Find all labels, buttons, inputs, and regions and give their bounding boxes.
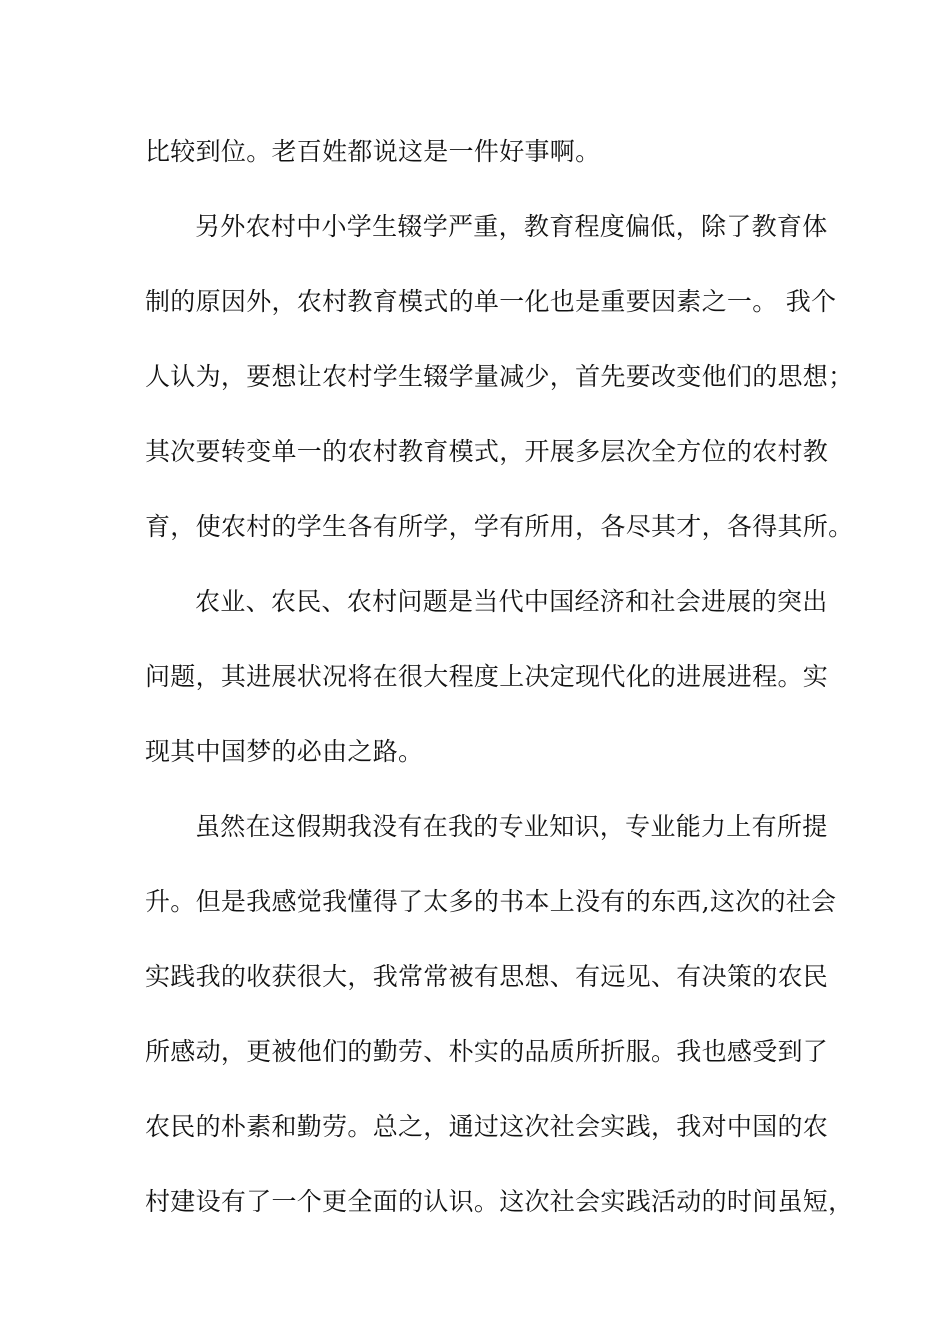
- text-line: 育，使农村的学生各有所学，学有所用，各尽其才，各得其所。: [145, 512, 854, 541]
- text-line: 实践我的收获很大，我常常被有思想、有远见、有决策的农民: [145, 962, 829, 991]
- text-line: 比较到位。老百姓都说这是一件好事啊。: [145, 137, 601, 166]
- paragraph-first-line: 另外农村中小学生辍学严重，教育程度偏低，除了教育体: [195, 212, 828, 241]
- text-line: 人认为，要想让农村学生辍学量减少，首先要改变他们的思想；: [145, 362, 854, 391]
- text-line: 农民的朴素和勤劳。总之，通过这次社会实践，我对中国的农: [145, 1112, 829, 1141]
- text-line: 制的原因外，农村教育模式的单一化也是重要因素之一。 我个: [145, 287, 837, 316]
- text-line: 所感动，更被他们的勤劳、朴实的品质所折服。我也感受到了: [145, 1037, 829, 1066]
- paragraph-first-line: 农业、农民、农村问题是当代中国经济和社会进展的突出: [195, 587, 828, 616]
- text-line: 其次要转变单一的农村教育模式，开展多层次全方位的农村教: [145, 437, 829, 466]
- text-line: 升。但是我感觉我懂得了太多的书本上没有的东西,这次的社会: [145, 887, 837, 916]
- text-line: 村建设有了一个更全面的认识。这次社会实践活动的时间虽短，: [145, 1187, 854, 1216]
- paragraph-first-line: 虽然在这假期我没有在我的专业知识，专业能力上有所提: [195, 812, 828, 841]
- text-line: 现其中国梦的必由之路。: [145, 737, 424, 766]
- text-line: 问题，其进展状况将在很大程度上决定现代化的进展进程。实: [145, 662, 829, 691]
